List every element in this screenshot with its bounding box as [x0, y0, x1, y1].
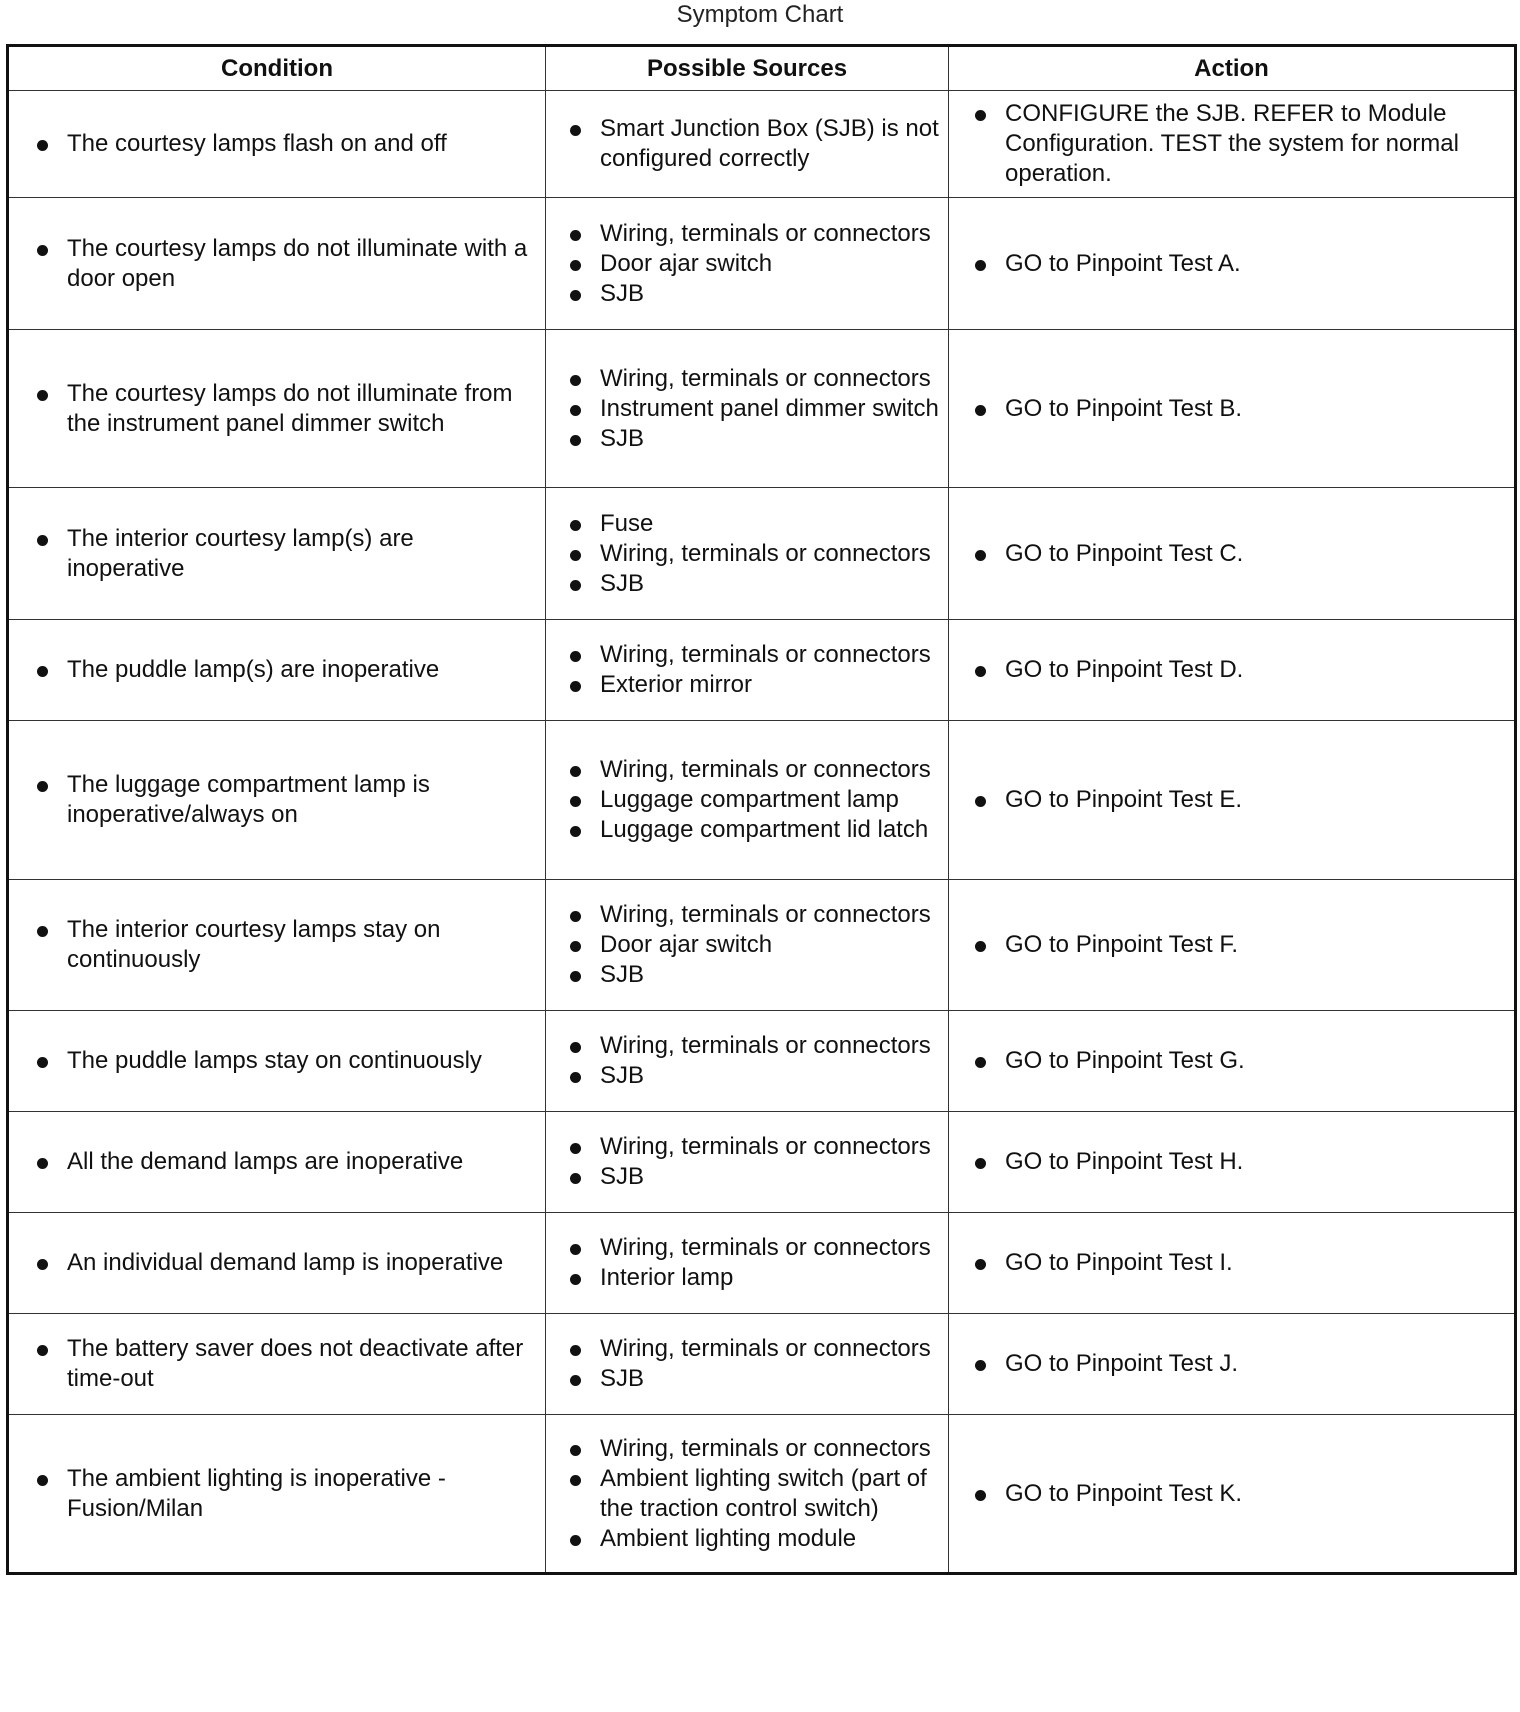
table-row [8, 1011, 1516, 1112]
table-row [8, 91, 1516, 198]
source-item: Wiring, terminals or connectors [570, 539, 942, 569]
action-cell [949, 198, 1516, 330]
source-item: Wiring, terminals or connectors [570, 1434, 942, 1464]
table-row [8, 1415, 1516, 1574]
possible-sources-cell [546, 1213, 949, 1314]
source-item: Door ajar switch [570, 930, 942, 960]
action-cell [949, 1011, 1516, 1112]
action-text: GO to Pinpoint Test B. [975, 394, 1504, 424]
source-item: Interior lamp [570, 1263, 942, 1293]
source-item: Smart Junction Box (SJB) is not configured correctly [570, 114, 942, 174]
condition-cell [8, 880, 546, 1011]
condition-text: All the demand lamps are inoperative [37, 1147, 535, 1177]
action-text: GO to Pinpoint Test E. [975, 785, 1504, 815]
source-item: SJB [570, 569, 942, 599]
action-text: GO to Pinpoint Test F. [975, 930, 1504, 960]
action-text: GO to Pinpoint Test K. [975, 1479, 1504, 1509]
source-item: Ambient lighting switch (part of the traction control switch) [570, 1464, 942, 1524]
possible-sources-cell [546, 880, 949, 1011]
source-item: Wiring, terminals or connectors [570, 1132, 942, 1162]
source-item: Luggage compartment lamp [570, 785, 942, 815]
condition-cell [8, 1415, 546, 1574]
source-item: Wiring, terminals or connectors [570, 900, 942, 930]
table-row [8, 1213, 1516, 1314]
possible-sources-cell [546, 1415, 949, 1574]
condition-cell [8, 1314, 546, 1415]
source-item: Wiring, terminals or connectors [570, 219, 942, 249]
condition-cell [8, 198, 546, 330]
source-item: Wiring, terminals or connectors [570, 755, 942, 785]
action-text: GO to Pinpoint Test D. [975, 655, 1504, 685]
source-item: SJB [570, 960, 942, 990]
table-row [8, 721, 1516, 880]
condition-text: The interior courtesy lamps stay on continuously [37, 915, 535, 975]
symptom-chart-table [6, 44, 1517, 1575]
table-row [8, 198, 1516, 330]
condition-cell [8, 330, 546, 488]
source-item: Fuse [570, 509, 942, 539]
action-cell [949, 330, 1516, 488]
action-text: GO to Pinpoint Test I. [975, 1248, 1504, 1278]
action-text: GO to Pinpoint Test H. [975, 1147, 1504, 1177]
table-header-row [8, 46, 1516, 91]
possible-sources-cell [546, 1112, 949, 1213]
condition-text: The puddle lamp(s) are inoperative [37, 655, 535, 685]
action-text: GO to Pinpoint Test C. [975, 539, 1504, 569]
action-cell [949, 1415, 1516, 1574]
action-cell [949, 1314, 1516, 1415]
possible-sources-cell [546, 488, 949, 620]
table-row [8, 620, 1516, 721]
condition-text: The ambient lighting is inoperative - Fusion/Milan [37, 1464, 535, 1524]
table-row [8, 488, 1516, 620]
action-cell [949, 1112, 1516, 1213]
condition-text: The luggage compartment lamp is inoperative/always on [37, 770, 535, 830]
possible-sources-cell [546, 1011, 949, 1112]
possible-sources-cell [546, 620, 949, 721]
source-item: Exterior mirror [570, 670, 942, 700]
condition-cell [8, 488, 546, 620]
table-body [8, 91, 1516, 1574]
source-item: Ambient lighting module [570, 1524, 942, 1554]
condition-text: The battery saver does not deactivate after time-out [37, 1334, 535, 1394]
action-cell [949, 488, 1516, 620]
source-item: Wiring, terminals or connectors [570, 640, 942, 670]
condition-text: The interior courtesy lamp(s) are inoperative [37, 524, 535, 584]
possible-sources-cell [546, 721, 949, 880]
header-action: Action [949, 46, 1516, 91]
table-row [8, 330, 1516, 488]
condition-cell [8, 91, 546, 198]
action-text: GO to Pinpoint Test G. [975, 1046, 1504, 1076]
source-item: Wiring, terminals or connectors [570, 1334, 942, 1364]
condition-cell [8, 1213, 546, 1314]
action-cell [949, 1213, 1516, 1314]
possible-sources-cell [546, 330, 949, 488]
condition-cell [8, 721, 546, 880]
condition-text: The courtesy lamps do not illuminate from the instrument panel dimmer switch [37, 379, 535, 439]
condition-text: An individual demand lamp is inoperative [37, 1248, 535, 1278]
source-item: Wiring, terminals or connectors [570, 1031, 942, 1061]
table-row [8, 1112, 1516, 1213]
action-cell [949, 620, 1516, 721]
action-cell [949, 721, 1516, 880]
source-item: Luggage compartment lid latch [570, 815, 942, 845]
condition-text: The puddle lamps stay on continuously [37, 1046, 535, 1076]
possible-sources-cell [546, 1314, 949, 1415]
condition-text: The courtesy lamps do not illuminate with a door open [37, 234, 535, 294]
source-item: Wiring, terminals or connectors [570, 1233, 942, 1263]
table-row [8, 1314, 1516, 1415]
source-item: Wiring, terminals or connectors [570, 364, 942, 394]
source-item: SJB [570, 1364, 942, 1394]
page-title: Symptom Chart [676, 1, 844, 28]
source-item: SJB [570, 279, 942, 309]
source-item: Door ajar switch [570, 249, 942, 279]
action-text: CONFIGURE the SJB. REFER to Module Configuration. TEST the system for normal operation. [975, 99, 1504, 189]
condition-cell [8, 620, 546, 721]
action-cell [949, 91, 1516, 198]
action-text: GO to Pinpoint Test J. [975, 1349, 1504, 1379]
source-item: SJB [570, 1162, 942, 1192]
action-cell [949, 880, 1516, 1011]
source-item: Instrument panel dimmer switch [570, 394, 942, 424]
action-text: GO to Pinpoint Test A. [975, 249, 1504, 279]
table-row [8, 880, 1516, 1011]
source-item: SJB [570, 424, 942, 454]
header-condition: Condition [8, 46, 546, 91]
condition-text: The courtesy lamps flash on and off [37, 129, 535, 159]
source-item: SJB [570, 1061, 942, 1091]
condition-cell [8, 1011, 546, 1112]
possible-sources-cell [546, 198, 949, 330]
header-possible-sources: Possible Sources [546, 46, 949, 91]
condition-cell [8, 1112, 546, 1213]
possible-sources-cell [546, 91, 949, 198]
